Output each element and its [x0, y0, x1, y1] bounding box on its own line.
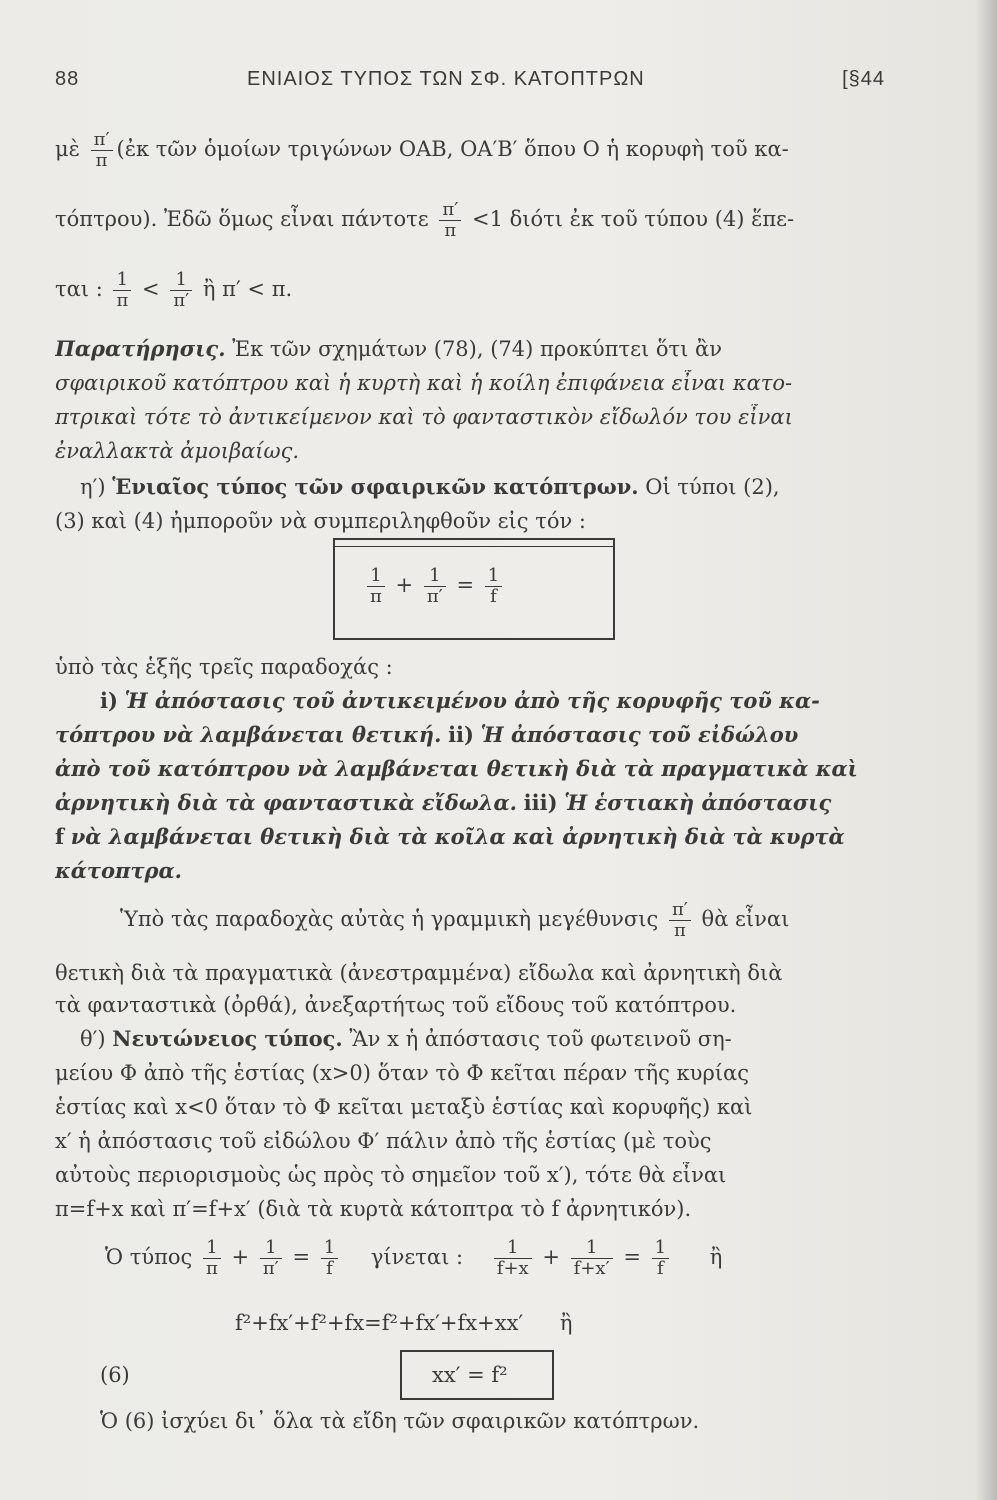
formula-box	[333, 538, 615, 640]
text-line: ὑπὸ τὰς ἑξῆς τρεῖς παραδοχάς :	[55, 655, 393, 679]
section-marker: [§44	[842, 68, 885, 90]
text-line: τὰ φανταστικὰ (ὀρθά), ἀνεξαρτήτως τοῦ εἴδους τοῦ κατόπτρου.	[55, 993, 737, 1017]
running-title: ΕΝΙΑΙΟΣ ΤΥΠΟΣ ΤΩΝ ΣΦ. ΚΑΤΟΠΤΡΩΝ	[247, 68, 645, 90]
equation-line: f²+fx′+f²+fx=f²+fx′+fx+xx′ ἢ	[235, 1311, 573, 1335]
text-line: μὲ $\frac{\pi'}{\pi}$ (ἐκ τῶν ὁμοίων τριγώνων ΟΑΒ, ΟΑ′Β′ ὅπου Ο ἡ κορυφὴ τοῦ κα-	[55, 130, 789, 171]
remark-line: σφαιρικοῦ κατόπτρου καὶ ἡ κυρτὴ καὶ ἡ κοίλη ἐπιφάνεια εἶναι κατο-	[55, 371, 793, 395]
assumption-line: τόπτρου νὰ λαμβάνεται θετική. ii) Ἡ ἀπόστασις τοῦ εἰδώλου	[55, 722, 799, 747]
section-heading: Νευτώνειος τύπος.	[112, 1026, 343, 1051]
assumption-line: κάτοπτρα.	[55, 858, 182, 883]
assumption-line: ἀπὸ τοῦ κατόπτρου νὰ λαμβάνεται θετικὴ διὰ τὰ πραγματικὰ καὶ	[55, 756, 858, 781]
remark-line: Παρατήρησις. Ἐκ τῶν σχημάτων (78), (74) προκύπτει ὅτι ἂν	[55, 336, 723, 361]
text-line: αὐτοὺς περιορισμοὺς ὡς πρὸς τὸ σημεῖον τοῦ x′), τότε θὰ εἶναι	[55, 1163, 727, 1187]
fraction: $\frac{1}{\pi'}$	[170, 270, 192, 311]
text-line: Ὁ (6) ἰσχύει δι᾽ ὅλα τὰ εἴδη τῶν σφαιρικῶν κατόπτρων.	[100, 1409, 700, 1433]
page-number: 88	[55, 68, 80, 90]
assumption-line: i) Ἡ ἀπόστασις τοῦ ἀντικειμένου ἀπὸ τῆς κορυφῆς τοῦ κα-	[100, 688, 820, 713]
section-heading: Ἑνιαῖος τύπος τῶν σφαιρικῶν κατόπτρων.	[112, 474, 639, 499]
text-line: ται : $\frac{1}{\pi}$ < $\frac{1}{\pi'}$ ἢ π′ < π.	[55, 270, 293, 311]
formula-box-6	[400, 1350, 554, 1400]
text-line: x′ ἡ ἀπόστασις τοῦ εἰδώλου Φ′ πάλιν ἀπὸ τῆς ἑστίας (μὲ τοὺς	[55, 1129, 712, 1153]
running-header	[55, 68, 885, 96]
section-heading-line: η′) Ἑνιαῖος τύπος τῶν σφαιρικῶν κατόπτρων. Οἱ τύποι (2),	[80, 474, 780, 499]
text-line: Ὑπὸ τὰς παραδοχὰς αὐτὰς ἡ γραμμικὴ μεγέθυνσις $\frac{\pi'}{\pi}$ θὰ εἶναι	[120, 900, 790, 941]
assumption-line: ἀρνητικὴ διὰ τὰ φανταστικὰ εἴδωλα. iii) Ἡ ἑστιακὴ ἀπόστασις	[55, 790, 832, 815]
text-line: θετικὴ διὰ τὰ πραγματικὰ (ἀνεστραμμένα) εἴδωλα καὶ ἀρνητικὴ διὰ	[55, 961, 783, 985]
section-heading-line: θ′) Νευτώνειος τύπος. Ἂν x ἡ ἀπόστασις τοῦ φωτεινοῦ ση-	[80, 1026, 732, 1051]
remark-line: ἐναλλακτὰ ἀμοιβαίως.	[55, 439, 300, 463]
newton-formula: xx′ = f²	[432, 1363, 508, 1387]
fraction: $\frac{1}{\pi}$	[113, 270, 131, 311]
text-line: (3) καὶ (4) ἠμποροῦν νὰ συμπεριληφθοῦν εἰς τόν :	[55, 509, 586, 533]
text-line: τόπτρου). Ἐδῶ ὅμως εἶναι πάντοτε $\frac{\pi'}{\pi}$ <1 διότι ἐκ τοῦ τύπου (4) ἕπε-	[55, 200, 795, 241]
page-spine-shadow	[975, 0, 997, 1500]
equation-number: (6)	[100, 1363, 130, 1387]
text-line: π=f+x καὶ π′=f+x′ (διὰ τὰ κυρτὰ κάτοπτρα τὸ f ἀρνητικόν).	[55, 1197, 692, 1221]
text-line: ἑστίας καὶ x<0 ὅταν τὸ Φ κεῖται μεταξὺ ἑστίας καὶ κορυφῆς) καὶ	[55, 1095, 753, 1119]
remark-line: πτρικαὶ τότε τὸ ἀντικείμενον καὶ τὸ φανταστικὸν εἴδωλόν του εἶναι	[55, 405, 793, 429]
fraction: $\frac{\pi'}{\pi}$	[439, 200, 461, 241]
remark-label: Παρατήρησις.	[55, 336, 226, 361]
fraction: $\frac{\pi'}{\pi}$	[91, 130, 113, 171]
text-line: μείου Φ ἀπὸ τῆς ἑστίας (x>0) ὅταν τὸ Φ κεῖται πέραν τῆς κυρίας	[55, 1061, 749, 1085]
equation-line: Ὁ τύπος $\frac{1}{\pi}$ + $\frac{1}{\pi'}$ = $\frac{1}{f}$ γίνεται : $\frac{1}{f+x}$ + $\frac{1}{f+x'}$ = $\frac{1}{f}$ ἢ	[105, 1238, 723, 1279]
assumption-line: f νὰ λαμβάνεται θετικὴ διὰ τὰ κοῖλα καὶ ἀρνητικὴ διὰ τὰ κυρτὰ	[55, 824, 845, 849]
boxed-formula: $\frac{1}{\pi}$ + $\frac{1}{\pi'}$ = $\frac{1}{f}$	[363, 566, 506, 607]
